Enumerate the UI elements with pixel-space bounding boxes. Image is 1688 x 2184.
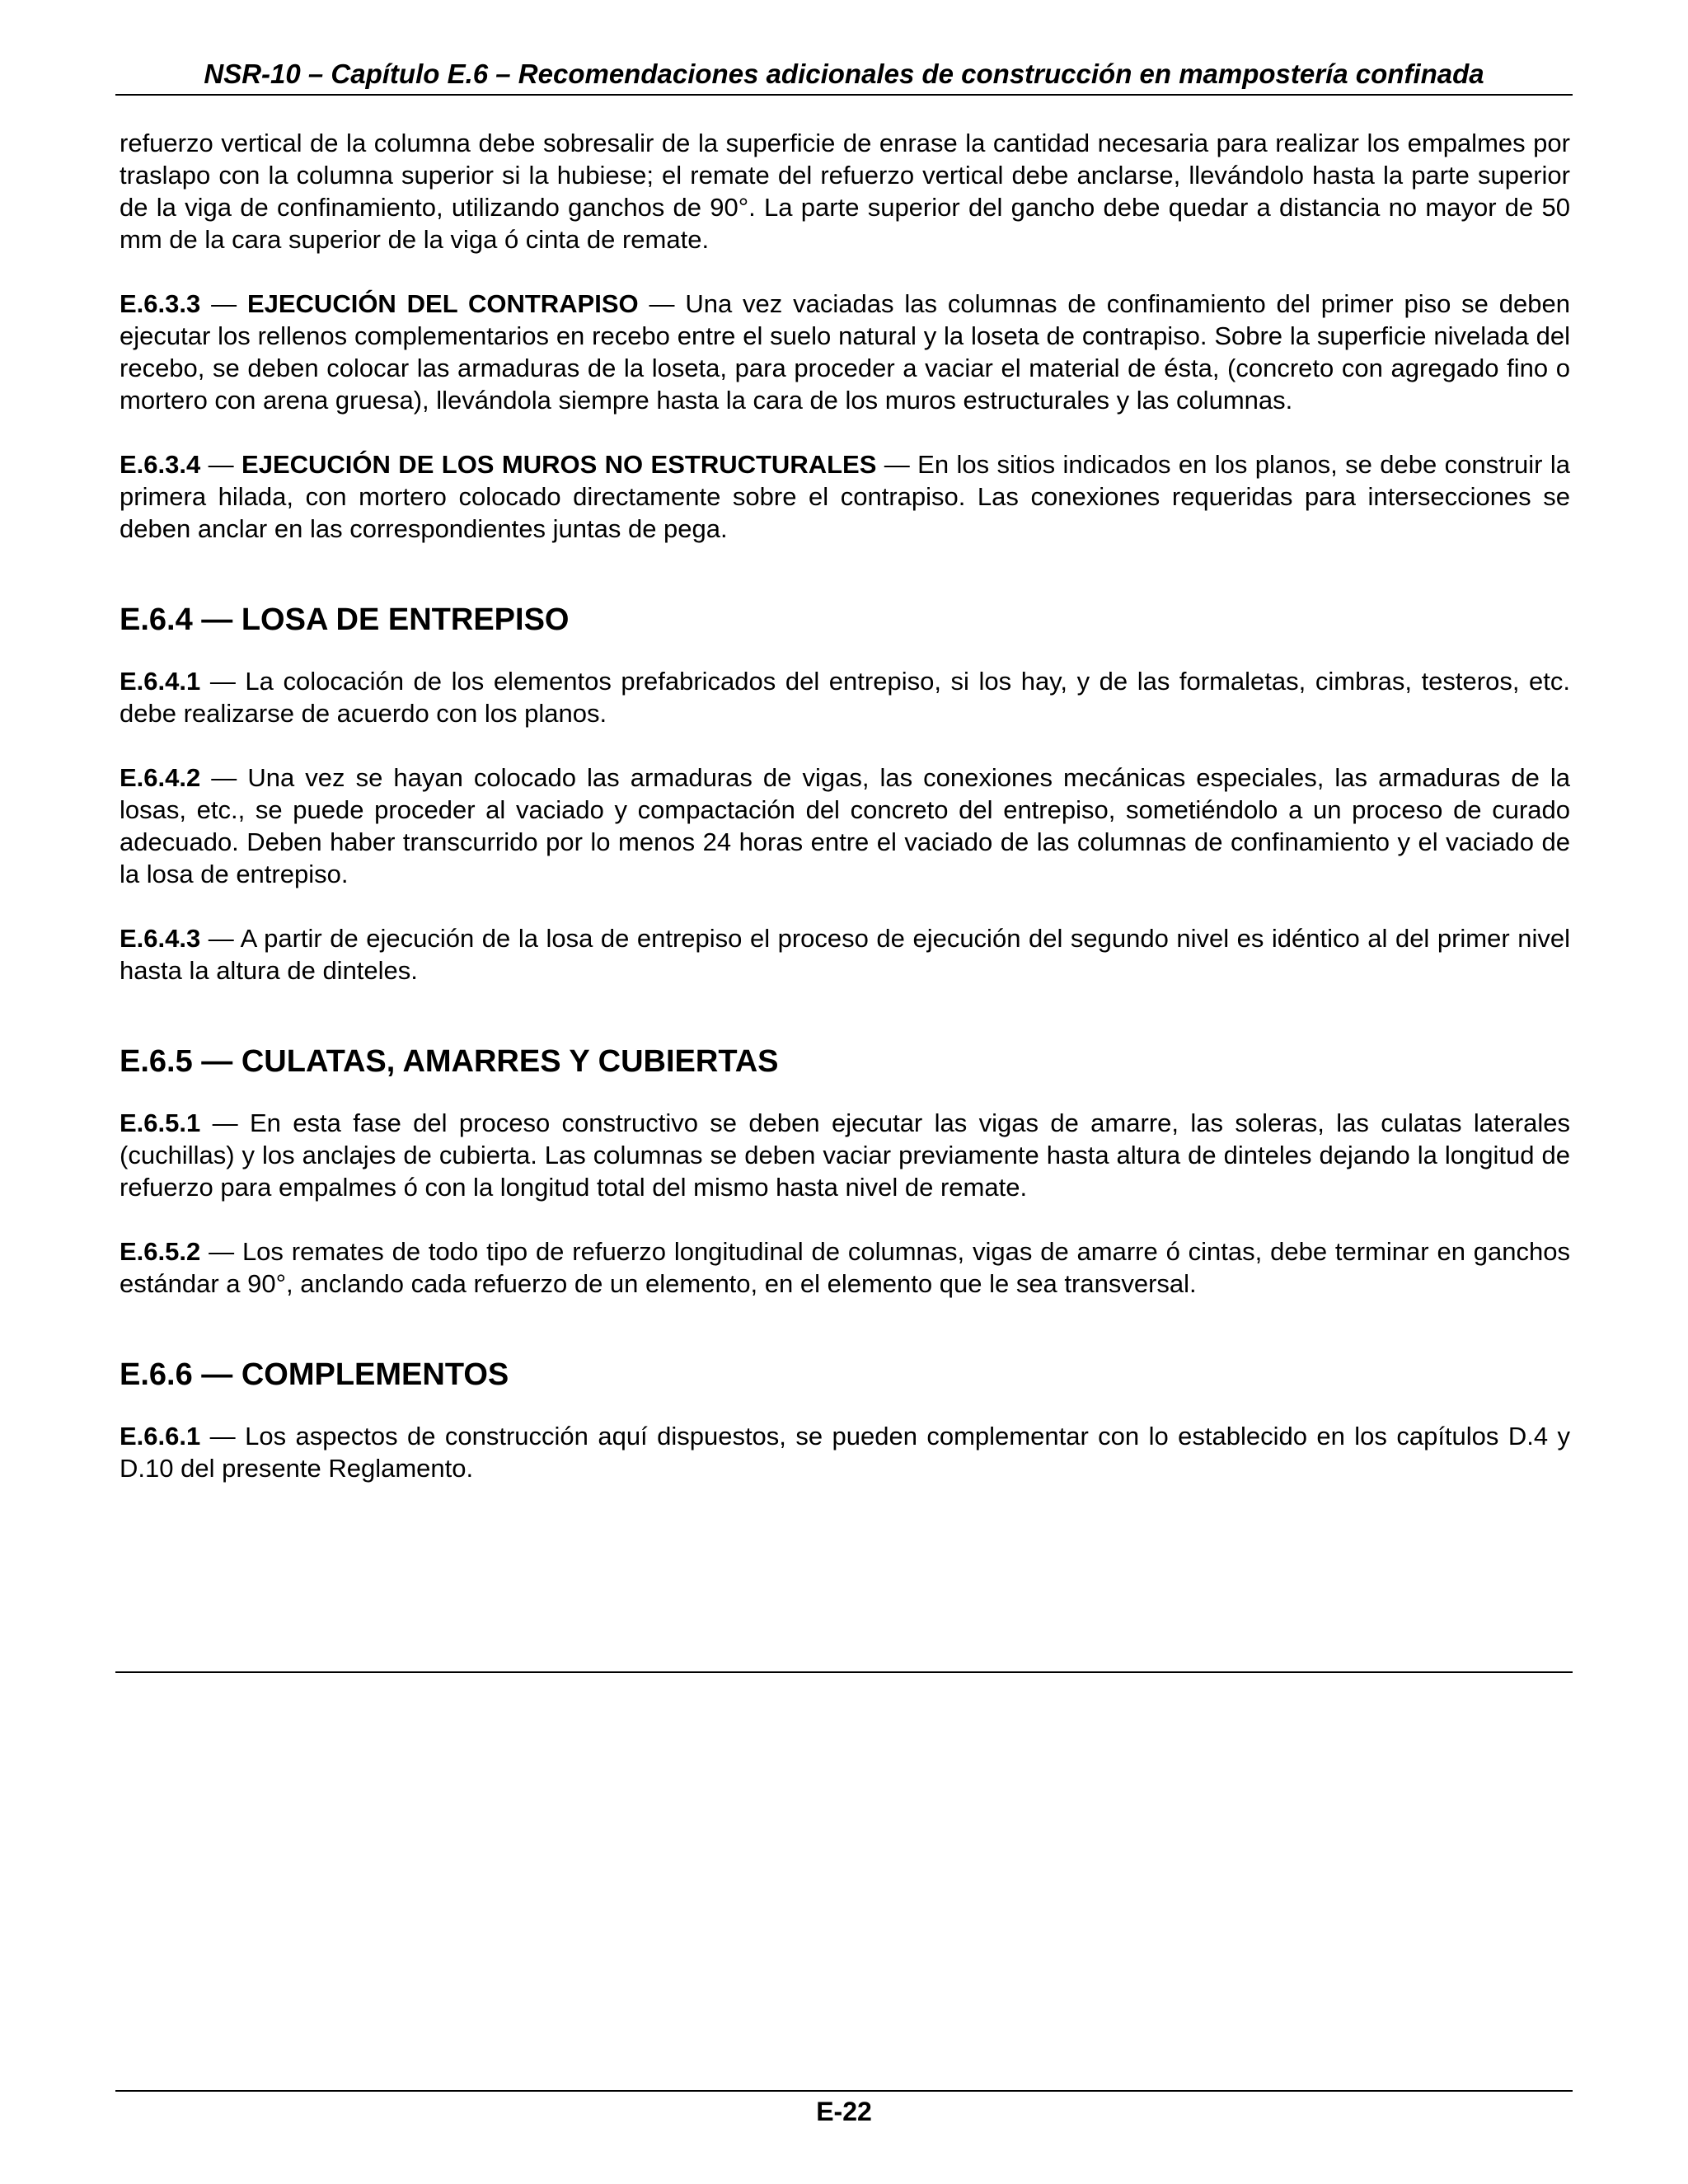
- clause-id: E.6.3.3: [120, 289, 201, 318]
- document-body: [120, 127, 1570, 1516]
- paragraph-e642: [120, 762, 1570, 890]
- clause-text: — A partir de ejecución de la losa de entrepiso el proceso de ejecución del segundo nivel es idéntico al del primer nivel hasta la altura de dinteles.: [120, 924, 1570, 985]
- clause-text: — Los aspectos de construcción aquí dispuestos, se pueden complementar con lo establecido en los capítulos D.4 y D.10 del presente Reglamento.: [120, 1422, 1570, 1483]
- page-header-title: NSR-10 – Capítulo E.6 – Recomendaciones adicionales de construcción en mampostería confinada: [204, 59, 1484, 89]
- paragraph-e661: [120, 1420, 1570, 1484]
- paragraph-intro: refuerzo vertical de la columna debe sobresalir de la superficie de enrase la cantidad necesaria para realizar los empalmes por traslapo con la columna superior si la hubiese; el remate del refuerzo vertical debe anclarse, llevándolo hasta la parte superior de la viga de confinamiento, utilizando ganchos de 90°. La parte superior del gancho debe quedar a distancia no mayor de 50 mm de la cara superior de la viga ó cinta de remate.: [120, 129, 1570, 254]
- clause-text: — En los sitios indicados en los planos, se debe construir la primera hilada, con mortero colocado directamente sobre el contrapiso. Las conexiones requeridas para intersecciones se deben anclar en las correspondientes juntas de pega.: [120, 450, 1571, 543]
- clause-text: — Una vez vaciadas las columnas de confinamiento del primer piso se deben ejecutar los rellenos complementarios en recebo entre el suelo natural y la loseta de contrapiso. Sobre la superficie nivelada del recebo, se deben colocar las armaduras de la loseta, para proceder a vaciar el material de ésta, (concreto con agregado fino o mortero con arena gruesa), llevándola siempre hasta la cara de los muros estructurales y las columnas.: [120, 289, 1570, 415]
- paragraph-e634: [120, 448, 1570, 545]
- paragraph-e652: [120, 1235, 1570, 1300]
- clause-text: — Los remates de todo tipo de refuerzo longitudinal de columnas, vigas de amarre ó cintas, debe terminar en ganchos estándar a 90°, anclando cada refuerzo de un elemento, en el elemento que le sea transversal.: [120, 1237, 1570, 1298]
- clause-id: E.6.4.3: [120, 924, 201, 953]
- clause-id: E.6.5.2: [120, 1237, 201, 1266]
- footer-rule: [115, 2090, 1573, 2092]
- clause-title: EJECUCIÓN DE LOS MUROS NO ESTRUCTURALES: [241, 450, 877, 479]
- clause-text: — En esta fase del proceso constructivo se deben ejecutar las vigas de amarre, las soleras, las culatas laterales (cuchillas) y los anclajes de cubierta. Las columnas se deben vaciar previamente hasta altura de dinteles dejando la longitud de refuerzo para empalmes ó con la longitud total del mismo hasta nivel de remate.: [120, 1108, 1570, 1202]
- clause-id: E.6.3.4: [120, 450, 201, 479]
- clause-title: EJECUCIÓN DEL CONTRAPISO: [246, 289, 639, 318]
- paragraph-e651: [120, 1107, 1570, 1203]
- section-heading-e64: E.6.4 — LOSA DE ENTREPISO: [120, 602, 570, 637]
- page-number: E-22: [816, 2097, 872, 2126]
- paragraph-e633: [120, 288, 1570, 416]
- clause-text: — La colocación de los elementos prefabricados del entrepiso, si los hay, y de las formaletas, cimbras, testeros, etc. debe realizarse de acuerdo con los planos.: [120, 667, 1570, 728]
- clause-id: E.6.6.1: [120, 1422, 201, 1451]
- clause-text: — Una vez se hayan colocado las armaduras de vigas, las conexiones mecánicas especiales, las armaduras de la losas, etc., se puede proceder al vaciado y compactación del concreto del entrepiso, sometiéndolo a un proceso de curado adecuado. Deben haber transcurrido por lo menos 24 horas entre el vaciado de las columnas de confinamiento y el vaciado de la losa de entrepiso.: [120, 763, 1570, 888]
- section-heading-e66: E.6.6 — COMPLEMENTOS: [120, 1357, 509, 1392]
- clause-id: E.6.4.1: [120, 667, 201, 696]
- section-end-rule: [115, 1671, 1573, 1673]
- clause-separator: —: [200, 289, 247, 318]
- paragraph-e641: [120, 665, 1570, 729]
- section-heading-e65: E.6.5 — CULATAS, AMARRES Y CUBIERTAS: [120, 1044, 779, 1079]
- clause-separator: —: [200, 450, 242, 479]
- paragraph-e643: [120, 922, 1570, 987]
- clause-id: E.6.4.2: [120, 763, 201, 792]
- clause-id: E.6.5.1: [120, 1108, 201, 1137]
- header-rule: [115, 94, 1573, 96]
